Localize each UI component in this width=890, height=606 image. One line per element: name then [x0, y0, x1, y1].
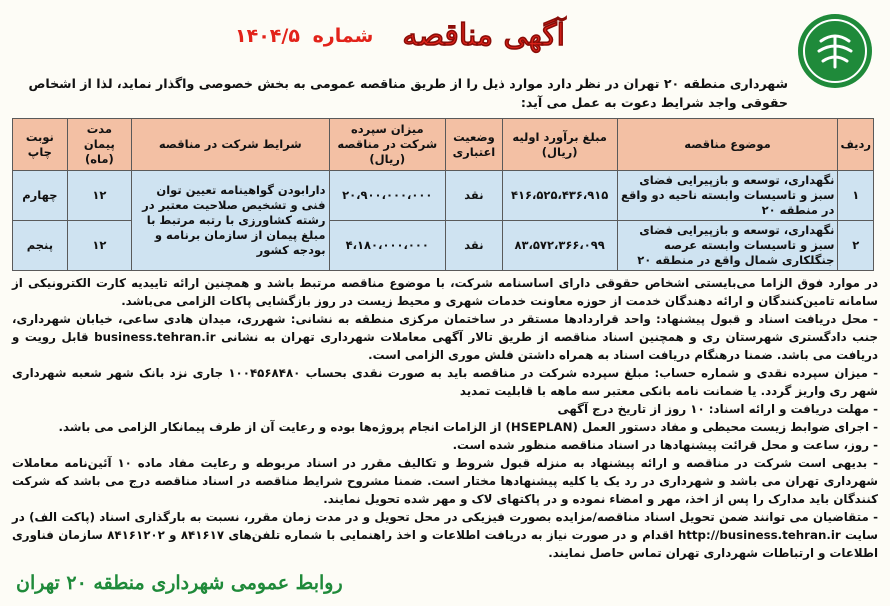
- cell-deposit: ۲۰،۹۰۰،۰۰۰،۰۰۰: [329, 171, 446, 221]
- cell-print: چهارم: [13, 171, 68, 221]
- intro-paragraph: [12, 74, 788, 112]
- cell-estimate: ۸۳،۵۷۲،۳۶۶،۰۹۹: [502, 221, 617, 271]
- body-paragraph-terms: - بدیهی است شرکت در مناقصه و ارائه پیشنهاد به منزله قبول شروط و تکالیف مقرر در اسناد مربوطه و رعایت مفاد ماده ۱۰ آئین‌نامه معاملات شهرداری تهران می باشد و شهرداری در رد یک یا کلیه پیشنهادها مختار است. ضمنا مشروح شرایط مناقصه در اسناد مناقصه درج می باشد که شرکت کنندگان باید مدارک را پس از اخذ، مهر و امضاء نموده و در پاکتهای لاک و مهر شده تحویل نمایند.: [12, 456, 878, 506]
- body-paragraph-reading: - روز، ساعت و محل قرائت پیشنهادها در اسناد مناقصه منظور شده است.: [452, 438, 878, 452]
- number-value: ۱۴۰۴/۵: [235, 24, 300, 47]
- title-block: [12, 18, 788, 53]
- deadline-label: - مهلت دریافت و ارائه اسناد:: [708, 402, 878, 416]
- intro-lead: شهرداری منطقه ۲۰ تهران: [623, 76, 788, 91]
- col-conditions: شرایط شرکت در مناقصه: [132, 119, 330, 171]
- cell-status: نقد: [446, 171, 503, 221]
- body-paragraph-location: [12, 310, 878, 364]
- number-label: شماره: [312, 24, 374, 47]
- cell-duration: ۱۲: [67, 221, 131, 271]
- tehran-municipality-logo-icon: [798, 14, 872, 88]
- location-text: واحد قراردادها مستقر در ساختمان مرکزی منطقه به نشانی: شهرری، میدان هادی ساعی، خیابان شهرداری، جنب دادگستری شهرستان ری و همچنین اسناد مناقصه از طریق تالار آگهی معاملات شهرداری تهران به نشانی business.tehran.ir قابل رویت و دریافت می باشد. ضمنا درهنگام دریافت اسناد به همراه داشتن فلش موری الزامی است.: [12, 312, 878, 362]
- notice-title: آگهی مناقصه: [402, 18, 565, 53]
- cell-estimate: ۴۱۶،۵۲۵،۴۳۶،۹۱۵: [502, 171, 617, 221]
- footer-signature: روابط عمومی شهرداری منطقه ۲۰ تهران: [16, 572, 343, 594]
- deadline-text: ۱۰ روز از تاریخ درج آگهی: [557, 402, 705, 416]
- cell-conditions: دارابودن گواهینامه تعیین توان فنی و تشخیص صلاحیت معتبر در رشته کشاورزی با رتبه مرتبط با مبلغ پیمان از سازمان برنامه و بودجه کشور: [132, 171, 330, 271]
- body-paragraph-hse: - اجرای ضوابط زیست محیطی و مفاد دستور العمل (HSEPLAN) از الزامات انجام پروژه‌ها بوده و رعایت آن از طرف پیمانکار الزامی می باشد.: [58, 420, 878, 434]
- body-paragraph-deposit: [12, 364, 878, 400]
- deposit-text: مبلغ سپرده شرکت در مناقصه باید به صورت نقدی بحساب ۱۰۰۴۵۶۸۴۸۰ جاری نزد بانک شهر شعبه شهرداری شهر ری واریز گردد. یا ضمانت نامه بانکی معتبر سه ماهه با قابلیت تمدید: [12, 366, 878, 398]
- col-estimate: مبلغ برآورد اولیه (ریال): [502, 119, 617, 171]
- tender-table: [12, 118, 874, 271]
- location-label: - محل دریافت اسناد و قبول پیشنهاد:: [656, 312, 879, 326]
- cell-row: ۲: [838, 221, 874, 271]
- cell-subject: نگهداری، توسعه و بازپیرایی فضای سبز و تاسیسات وابسته ناحیه دو واقع در منطقه ۲۰: [617, 171, 838, 221]
- cell-duration: ۱۲: [67, 171, 131, 221]
- header: [12, 8, 878, 76]
- col-subject: موضوع مناقصه: [617, 119, 838, 171]
- body-paragraph-upload: - متقاضیان می توانند ضمن تحویل اسناد مناقصه/مزایده بصورت فیزیکی در محل تحویل و در مدت زمان مقرر، نسبت به بارگذاری اسناد (پاکت الف) در سایت http://business.tehran.ir اقدام و در صورت نیاز به دریافت اطلاعات و اخذ راهنمایی با شماره تلفن‌های ۸۴۱۶۱۷ و ۸۴۱۶۱۲۰۲ سازمان فناوری اطلاعات و ارتباطات شهرداری تهران تماس حاصل نمایند.: [12, 510, 878, 560]
- col-row: ردیف: [838, 119, 874, 171]
- cell-deposit: ۴،۱۸۰،۰۰۰،۰۰۰: [329, 221, 446, 271]
- deposit-label: - میزان سپرده نقدی و شماره حساب:: [654, 366, 879, 380]
- cell-subject: نگهداری، توسعه و بازپیرایی فضای سبز و تاسیسات وابسته عرصه جنگلکاری شمال واقع در منطقه ۲۰: [617, 221, 838, 271]
- cell-print: پنجم: [13, 221, 68, 271]
- notice-body: [12, 274, 878, 562]
- notice-number: [235, 25, 379, 47]
- body-paragraph-requirements: در موارد فوق الزاما می‌بایستی اشخاص حقوقی دارای اساسنامه شرکت، با موضوع مناقصه مرتبط باشد و همچنین ارائه تاییدیه کارت الکترونیکی از سامانه تامین‌کنندگان و ارائه دهندگان خدمت از حوزه معاونت خدمات شهری و محیط زیست در روز بازگشایی پاکات الزامی می‌باشد.: [12, 276, 878, 308]
- table-row: [13, 171, 874, 221]
- logo-emblem-icon: [811, 27, 859, 75]
- cell-row: ۱: [838, 171, 874, 221]
- col-status: وضعیت اعتباری: [446, 119, 503, 171]
- table-header-row: [13, 119, 874, 171]
- col-print: نوبت چاپ: [13, 119, 68, 171]
- col-duration: مدت پیمان (ماه): [67, 119, 131, 171]
- intro-text: در نظر دارد موارد ذیل را از طریق مناقصه عمومی به بخش خصوصی واگذار نماید، لذا از اشخاص حقوقی واجد شرایط دعوت به عمل می آید:: [28, 76, 788, 110]
- cell-status: نقد: [446, 221, 503, 271]
- col-deposit: میزان سپرده شرکت در مناقصه (ریال): [329, 119, 446, 171]
- body-paragraph-deadline: [12, 400, 878, 418]
